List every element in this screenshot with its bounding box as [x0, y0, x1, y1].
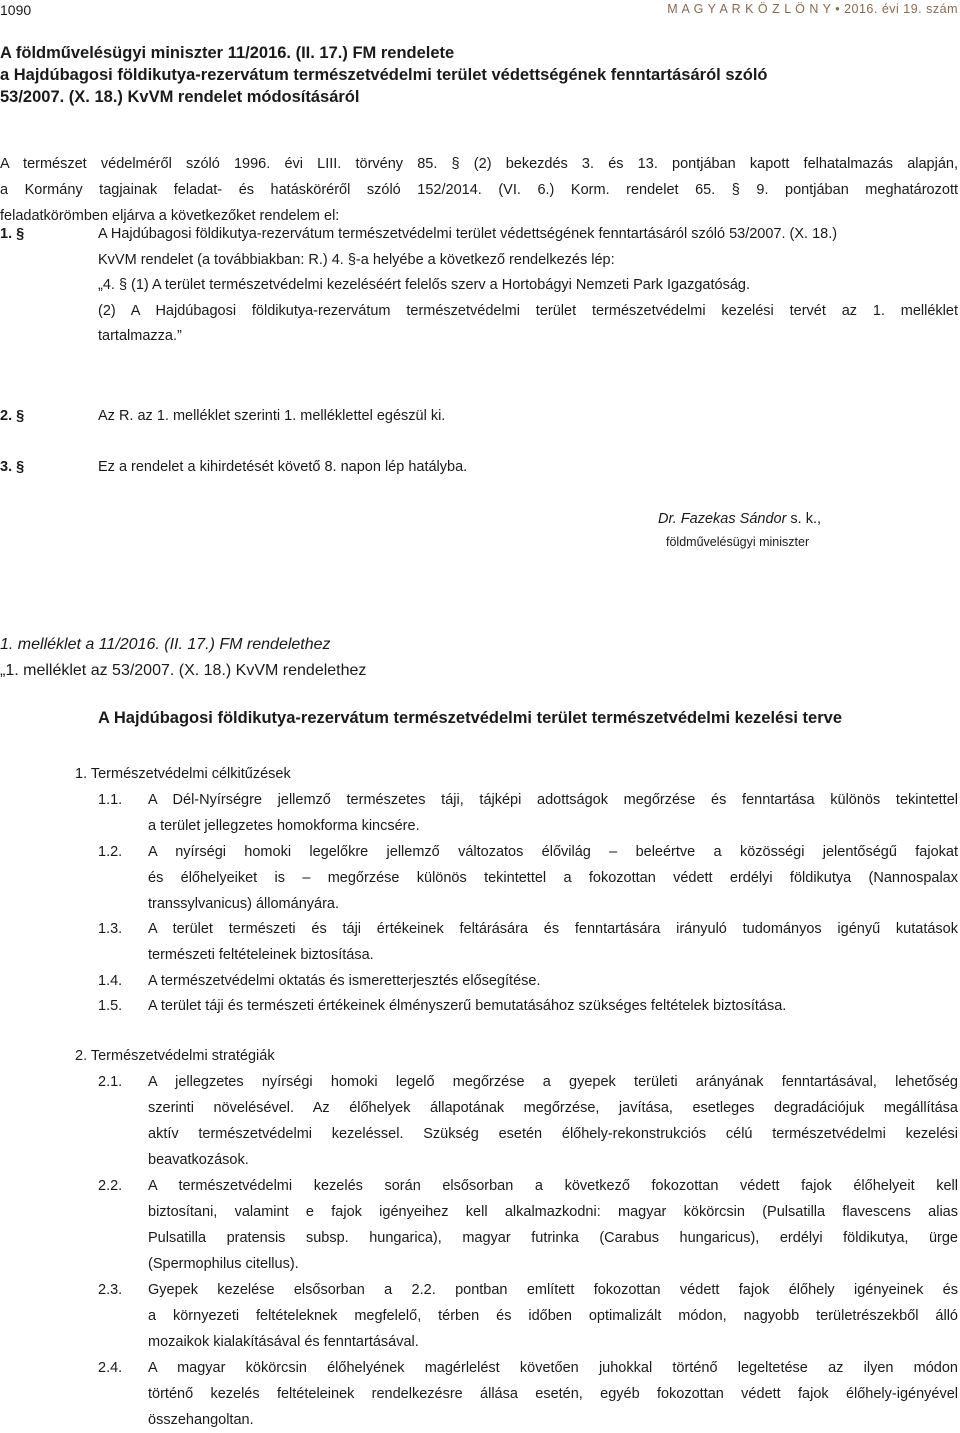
list-item [148, 968, 958, 994]
list-item [148, 787, 958, 839]
section-line: KvVM rendelet (a továbbiakban: R.) 4. §-a helyébe a következő rendelkezés lép: [98, 251, 615, 268]
list-heading: 2. Természetvédelmi stratégiák [75, 1048, 275, 1064]
list-item [148, 916, 958, 968]
intro-line-1: A természet védelméről szóló 1996. évi LIII. törvény 85. § (2) bekezdés 3. és 13. pontjában kapott felhatalmazás alapján, [0, 156, 958, 172]
list-item-line: (Spermophilus citellus). [148, 1256, 299, 1272]
list-item-line: A Dél-Nyírségre jellemző természetes táji, tájképi adottságok megőrzése és fenntartása különös tekintettel [148, 792, 958, 808]
section-2 [0, 404, 960, 430]
section-line: „4. § (1) A terület természetvédelmi kezeléséért felelős szerv a Hortobágyi Nemzeti Park Igazgatóság. [98, 277, 750, 293]
page-number: 1090 [0, 2, 32, 18]
signatory-name: Dr. Fazekas Sándor [658, 511, 787, 527]
section-1 [0, 222, 960, 352]
list-item [148, 1173, 958, 1277]
section-3 [0, 455, 960, 481]
annex-heading: 1. melléklet a 11/2016. (II. 17.) FM rendelethez [0, 636, 331, 653]
list-item-line: történő kezelés feltételeinek rendelkezésre állása esetén, egyéb fokozottan védett fajok élőhely-igényével [148, 1386, 958, 1402]
section-line: A Hajdúbagosi földikutya-rezervátum természetvédelmi terület védettségének fenntartásáról szóló 53/2007. (X. 18.) [98, 226, 838, 242]
intro-paragraph [0, 151, 958, 229]
list-item-line: összehangoltan. [148, 1412, 254, 1428]
section-number: 3. § [0, 459, 25, 475]
signatory-role: földművelésügyi miniszter [666, 535, 810, 549]
intro-line-2: a Kormány tagjainak feladat- és hatásköréről szóló 152/2014. (VI. 6.) Korm. rendelet 65. § 9. pontjában meghatározott [0, 182, 958, 198]
list-item-line: természeti feltételeinek biztosítása. [148, 947, 374, 963]
list-item-line: a környezeti feltételeknek megfelelő, térben és időben optimalizált módon, nagyobb területrészekből álló [148, 1308, 958, 1324]
list-item-line: aktív természetvédelmi kezeléssel. Szükség esetén élőhely-rekonstrukciós célú természetvédelmi kezelési [148, 1126, 958, 1142]
list-item [148, 993, 958, 1019]
section-body: Az R. az 1. melléklet szerinti 1. melléklettel egészül ki. [98, 408, 446, 424]
list-item-number: 2.3. [98, 1282, 123, 1298]
list-item-line: A jellegzetes nyírségi homoki legelő megőrzése a gyepek területi arányának fenntartásával, lehetőség [148, 1074, 958, 1090]
publication-header: M A G Y A R K Ö Z L Ö N Y • 2016. évi 19. szám [667, 2, 958, 16]
signature-line [658, 511, 821, 527]
list-item-number: 2.2. [98, 1178, 123, 1194]
list-item-line: beavatkozások. [148, 1152, 249, 1168]
objectives-list [0, 761, 960, 1021]
title-line-2: a Hajdúbagosi földikutya-rezervátum természetvédelmi terület védettségének fenntartásáról szóló [0, 66, 768, 84]
list-item-line: szerinti növelésével. Az élőhelyek állapotának megőrzése, javítása, esetleges degradációjuk megállítása [148, 1100, 958, 1116]
list-item-line: A terület táji és természeti értékeinek élményszerű bemutatásához szükséges feltételek biztosítása. [148, 998, 787, 1014]
list-item-line: transsylvanicus) állományára. [148, 896, 339, 912]
list-item-line: A magyar kökörcsin élőhelyének magérlelést követően juhokkal történő legeltetése az ilyen módon [148, 1360, 958, 1376]
list-item-line: A természetvédelmi oktatás és ismeretterjesztés elősegítése. [148, 973, 541, 989]
signature-suffix: s. k., [786, 511, 822, 527]
strategies-list [0, 1043, 960, 1429]
section-body [98, 222, 958, 350]
list-heading: 1. Természetvédelmi célkitűzések [75, 766, 291, 782]
list-item-number: 1.3. [98, 921, 123, 937]
section-number: 1. § [0, 226, 25, 242]
title-line-1: A földművelésügyi miniszter 11/2016. (II. 17.) FM rendelete [0, 44, 455, 62]
document-title [0, 42, 955, 108]
list-item [148, 1277, 958, 1355]
list-item-line: mozaikok kialakításával és fenntartásával. [148, 1334, 419, 1350]
list-item-line: biztosítani, valamint e fajok igényeihez kell alkalmazkodni: magyar kökörcsin (Pulsatilla flavescens alias [148, 1204, 958, 1220]
section-number: 2. § [0, 408, 25, 424]
list-item-line: és élőhelyeiket is – megőrzése különös tekintettel a fokozottan védett erdélyi földikutya (Nannospalax [148, 870, 958, 886]
list-item-line: a terület jellegzetes homokforma kincsére. [148, 818, 420, 834]
list-item [148, 1355, 958, 1433]
annex-title: A Hajdúbagosi földikutya-rezervátum természetvédelmi terület természetvédelmi kezelési terve [98, 709, 843, 727]
list-item-line: A természetvédelmi kezelés során elsősorban a következő fokozottan védett fajok élőhelyeit kell [148, 1178, 958, 1194]
list-item [148, 839, 958, 917]
list-item-line: A terület természeti és táji értékeinek feltárására és fenntartására irányuló tudományos igényű kutatások [148, 921, 958, 937]
list-item-number: 1.5. [98, 998, 123, 1014]
list-item-line: A nyírségi homoki legelőkre jellemző változatos élővilág – beleértve a közösségi jelentőségű fajokat [148, 844, 958, 860]
intro-line-3: feladatkörömben eljárva a következőket rendelem el: [0, 208, 340, 224]
list-item-number: 1.2. [98, 844, 123, 860]
list-item-number: 1.4. [98, 973, 123, 989]
list-item-line: Pulsatilla pratensis subsp. hungarica), magyar futrinka (Carabus hungaricus), erdélyi földikutya, ürge [148, 1230, 958, 1246]
title-line-3: 53/2007. (X. 18.) KvVM rendelet módosításáról [0, 88, 360, 106]
annex-subheading: „1. melléklet az 53/2007. (X. 18.) KvVM rendelethez [0, 662, 367, 679]
list-item [148, 1069, 958, 1173]
section-body: Ez a rendelet a kihirdetését követő 8. napon lép hatályba. [98, 459, 468, 475]
list-item-number: 2.1. [98, 1074, 123, 1090]
section-line: (2) A Hajdúbagosi földikutya-rezervátum természetvédelmi terület természetvédelmi kezelési tervét az 1. melléklet [98, 302, 958, 319]
list-item-line: Gyepek kezelése elsősorban a 2.2. pontban említett fokozottan védett fajok élőhely igényeinek és [148, 1282, 958, 1298]
list-item-number: 2.4. [98, 1360, 123, 1376]
list-item-number: 1.1. [98, 792, 123, 808]
section-line: tartalmazza.” [98, 328, 182, 344]
